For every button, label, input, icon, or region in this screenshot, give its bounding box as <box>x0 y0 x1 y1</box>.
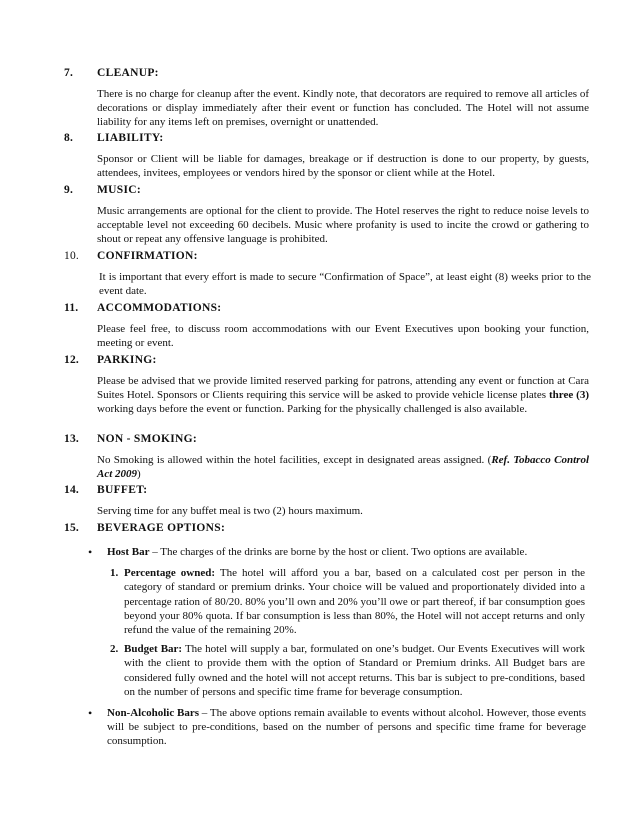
bullet-icon: • <box>88 545 93 559</box>
section-number: 15. <box>64 522 79 534</box>
section-title: CONFIRMATION: <box>97 250 198 262</box>
host-bar-text: – The charges of the drinks are borne by the host or client. Two options are available. <box>149 546 528 558</box>
section-number: 9. <box>64 184 74 196</box>
section-confirmation <box>64 250 592 298</box>
list-item-percentage-owned <box>110 566 585 637</box>
section-buffet <box>64 484 592 518</box>
section-non-smoking <box>64 433 592 481</box>
sub-item-number: 1. <box>110 567 119 580</box>
section-text: It is important that every effort is made to secure “Confirmation of Space”, at least eight (8) weeks prior to the event date. <box>99 271 591 298</box>
non-alcoholic-text: – The above options remain available to events without alcohol. However, those events will be subject to pre-conditions, based on the number of persons and specific time frame for beverage consumption. <box>107 707 586 748</box>
section-number: 12. <box>64 354 79 366</box>
parking-days-emphasis: three (3) <box>548 389 589 402</box>
section-number: 10. <box>64 250 79 262</box>
smoking-text-start: No Smoking is allowed within the hotel facilities, except in designated areas assigned. ( <box>97 454 492 466</box>
section-text: Sponsor or Client will be liable for damages, breakage or if destruction is done to our property, by guests, attendees, invitees, employees or vendors hired by the sponsor or client while at the Hotel. <box>97 153 589 180</box>
section-beverage-options <box>64 522 592 749</box>
percentage-owned-label: Percentage owned: <box>124 567 215 580</box>
section-liability <box>64 132 592 180</box>
sub-item-number: 2. <box>110 643 119 656</box>
section-title: BEVERAGE OPTIONS: <box>97 522 226 534</box>
section-cleanup <box>64 67 592 130</box>
list-item-budget-bar <box>110 642 585 699</box>
section-title: MUSIC: <box>97 184 141 196</box>
section-accommodations <box>64 302 592 350</box>
parking-text-start: Please be advised that we provide limited reserved parking for patrons, attending any event or function at Cara Suites Hotel. Sponsors or Clients requiring this service will be asked to provide vehicle license plates <box>97 375 589 402</box>
list-item-non-alcoholic-bars <box>88 706 588 749</box>
section-title: CLEANUP: <box>97 67 159 79</box>
section-title: LIABILITY: <box>97 132 164 144</box>
beverage-options-list <box>88 545 588 749</box>
section-number: 13. <box>64 433 79 445</box>
section-number: 8. <box>64 132 74 144</box>
smoking-text-end: ) <box>137 468 141 481</box>
section-text: Serving time for any buffet meal is two (2) hours maximum. <box>97 505 363 517</box>
section-text: Music arrangements are optional for the client to provide. The Hotel reserves the right to reduce noise levels to acceptable level not exceeding 60 decibels. Music where profanity is used to incite the crowd or gathering to shout or repeat any offensive language is prohibited. <box>97 205 589 246</box>
section-title: PARKING: <box>97 354 157 366</box>
budget-bar-text: The hotel will supply a bar, formulated on one’s budget. Our Events Executives will work with the client to provide them with the option of Standard or Premium drinks. All Budget bars are considered fully owned and the hotel will not accept returns. This bar is subject to pre-conditions, based on the number of persons and specific time frame for beverage consumption. <box>124 643 585 698</box>
budget-bar-label: Budget Bar: <box>124 643 183 656</box>
section-title: ACCOMMODATIONS: <box>97 302 222 314</box>
section-number: 14. <box>64 484 79 496</box>
section-parking <box>64 354 592 417</box>
section-text: Please feel free, to discuss room accommodations with our Event Executives upon booking your function, meeting or event. <box>97 323 589 350</box>
section-text <box>97 374 589 417</box>
parking-text-end: working days before the event or function. Parking for the physically challenged is also available. <box>97 403 528 416</box>
host-bar-options <box>110 566 585 699</box>
non-alcoholic-label: Non-Alcoholic Bars <box>107 707 200 720</box>
list-item-host-bar <box>88 545 588 559</box>
host-bar-label: Host Bar <box>107 546 150 558</box>
section-music <box>64 184 592 247</box>
bullet-icon: • <box>88 706 93 721</box>
section-text <box>97 453 589 481</box>
section-number: 11. <box>64 302 79 314</box>
percentage-owned-text: The hotel will afford you a bar, based on a calculated cost per person in the category of standard or premium drinks. Your choice will be valued and proportionately divided into a percentage ration of 80/20. 80% you’ll own and 20% you’ll owe or part thereof, if bar consumption goes beyond your 80% quota. If bar consumption is less than 80%, the Hotel will not accept returns and only refund the value of the remaining 20%. <box>124 567 585 637</box>
section-number: 7. <box>64 67 74 79</box>
section-text: There is no charge for cleanup after the event. Kindly note, that decorators are required to remove all articles of decorations or display immediately after their event or function has concluded. The Hotel will not assume liability for any items left on premises, overnight or unattended. <box>97 88 589 129</box>
section-title: NON - SMOKING: <box>97 433 198 445</box>
section-title: BUFFET: <box>97 484 148 496</box>
tobacco-act-reference: Ref. Tobacco Control Act 2009 <box>97 454 589 481</box>
